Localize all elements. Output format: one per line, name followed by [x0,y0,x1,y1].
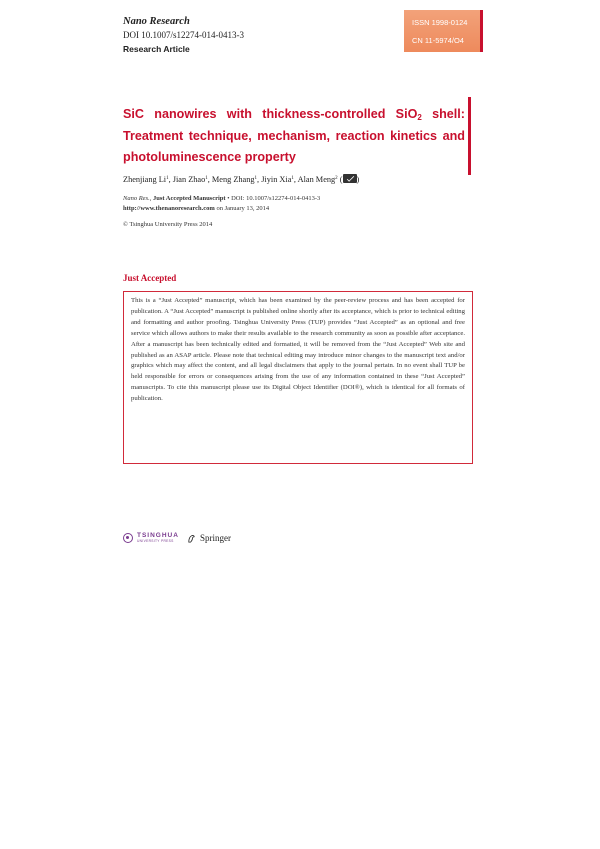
header-doi: DOI 10.1007/s12274-014-0413-3 [123,30,244,40]
journal-url-link[interactable]: http://www.thenanoresearch.com [123,205,215,212]
accepted-date: on January 13, 2014 [214,205,270,212]
just-accepted-heading: Just Accepted [123,273,177,283]
title-accent-bar [468,97,471,175]
citation-status: Just Accepted Manuscript [152,195,226,202]
tsinghua-logo: TSINGHUA UNIVERSITY PRESS [137,532,179,543]
article-type: Research Article [123,44,190,54]
publisher-logos [123,533,231,543]
header-accent-bar [480,10,483,52]
just-accepted-body: This is a “Just Accepted” manuscript, which has been examined by the peer-review process and has been accepted for publication. A “Just Accepted” manuscript is published online shortly after its acceptance, which is prior to technical editing and formatting and author proofing. Tsinghua University Press (TUP) provides “Just Accepted” as an optional and free service which allows authors to make their results available to the research community as soon as possible after acceptance. After a manuscript has been technically edited and formatted, it will be removed from the “Just Accepted” Web site and published as an ASAP article. Please note that technical editing may introduce minor changes to the manuscript text and/or graphics which may affect the content, and all legal disclaimers that apply to the journal pertain. In no event shall TUP be held responsible for errors or consequences arising from the use of any information contained in these “Just Accepted” manuscripts. To cite this manuscript please use its Digital Object Identifier (DOI®), which is identical for all formats of publication. [131,297,465,403]
copyright-notice: © Tsinghua University Press 2014 [123,221,213,228]
springer-logo: Springer [199,533,231,543]
paper-title [123,104,465,169]
author-3: Meng Zhang$^1$ [211,175,258,184]
author-list: Zhenjiang Li$^1$, Jian Zhao$^1$, Meng Zhang$^1$, Jiyin Xia$^1$, Alan Meng$^2$ ( ) [123,175,360,184]
just-accepted-box [123,291,473,464]
springer-horse-icon [187,534,196,543]
mail-icon[interactable] [343,174,357,183]
citation-doi: • DOI: 10.1007/s12274-014-0413-3 [227,195,321,202]
title-line-3: photoluminescence property [123,150,296,164]
journal-name: Nano Research [123,16,190,27]
citation-journal: Nano Res. [123,195,150,202]
issn-badge [404,10,480,52]
tsinghua-seal-icon [123,533,133,543]
author-5: Alan Meng$^2$ [297,175,338,184]
title-line-1: SiC nanowires with thickness-controlled SiO$_2$ shell: [123,107,465,122]
author-1: Zhenjiang Li$^1$ [123,175,169,184]
author-2: Jian Zhao$^1$ [172,175,208,184]
title-line-2: Treatment technique, mechanism, reaction kinetics and [123,128,465,143]
url-line [123,205,269,212]
citation-line: Nano Res., Just Accepted Manuscript • DOI: 10.1007/s12274-014-0413-3 [123,195,321,202]
cn-text: CN 11-5974/O4 [412,36,464,45]
author-4: Jiyin Xia$^1$ [261,175,294,184]
issn-text: ISSN 1998-0124 [412,18,468,27]
